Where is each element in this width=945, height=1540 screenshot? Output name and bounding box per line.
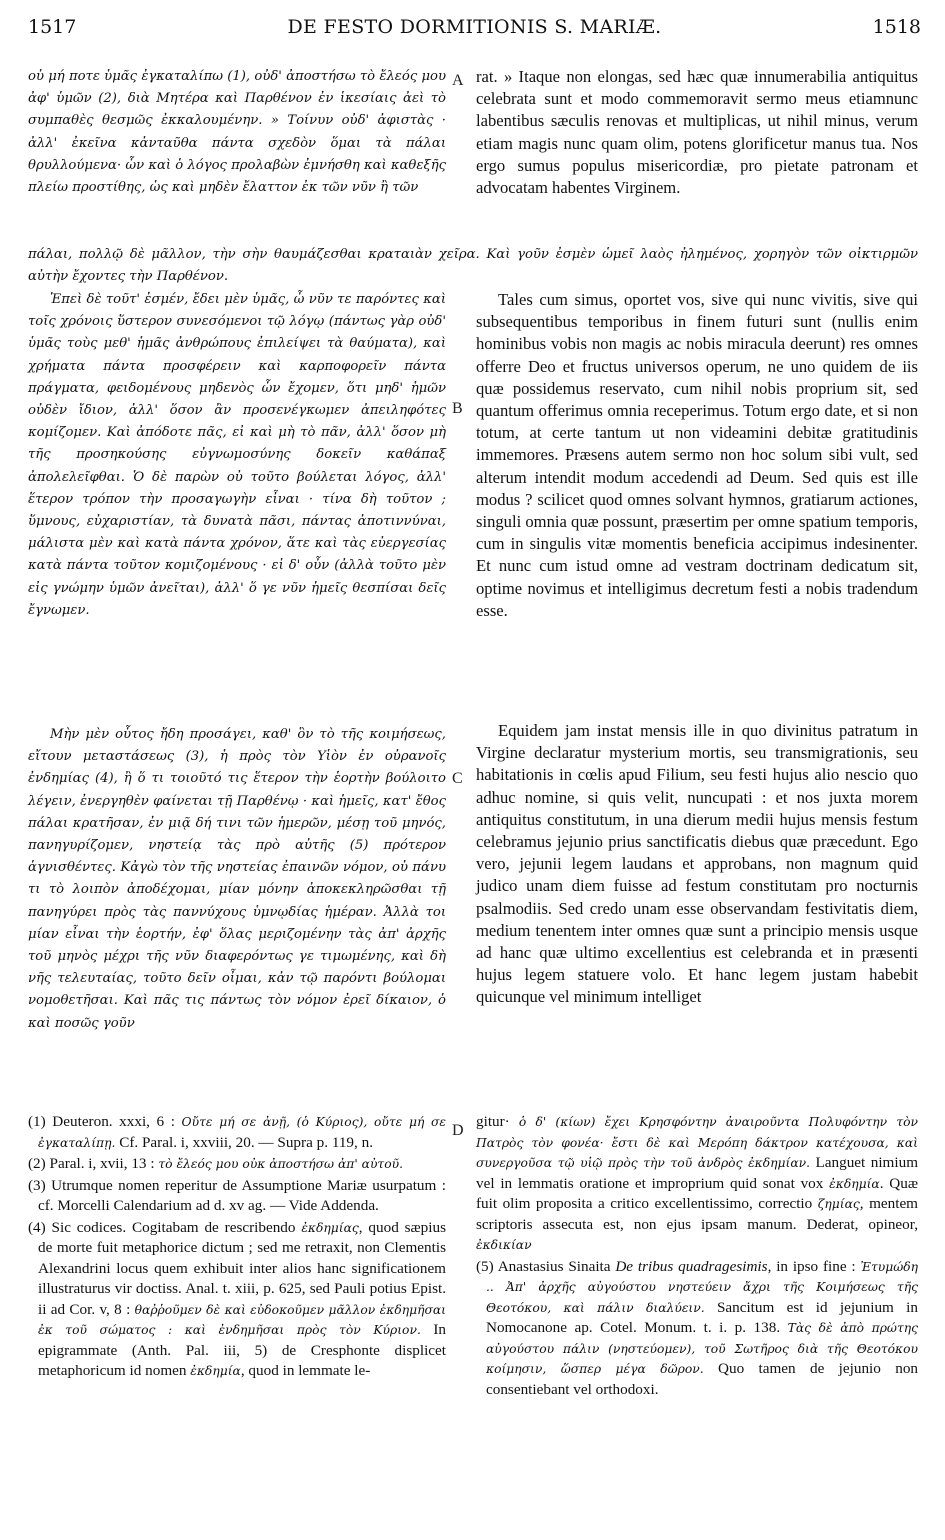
footnote-2: (2) Paral. i, xvii, 13 : τὸ ἔλεός μου οὐκ ἀποστήσω ἀπ' αὐτοῦ. bbox=[28, 1155, 404, 1172]
footnote-3: (3) Utrumque nomen reperitur de Assumptione Mariæ usurpatum : cf. Morcelli Calendarium ad d. xv ag. — Vide Addenda. bbox=[28, 1176, 446, 1214]
footnote-1: (1) Deuteron. xxxi, 6 : Οὔτε μή σε ἀνῇ, (ὁ Κύριος), οὔτε μή σε ἐγκαταλίπῃ. Cf. Paral. i, xxviii, 20. — Supra p. 119, n. bbox=[28, 1113, 447, 1151]
latin-paragraph-top: rat. » Itaque non elongas, sed hæc quæ innumerabilia antiquitus celebrata sunt et modo commemoravit sermo meus etiamnunc labentibus sæculis renovas et multiplicas, ut nihil minus, verum etiam magis nunc quam olim, potens glorificetur manus tua. Nos ergo sumus populus misericordiæ, pro pietate patronam et advocatam habentes Virginem. bbox=[476, 67, 918, 198]
running-title: DE FESTO DORMITIONIS S. MARIÆ. bbox=[287, 16, 662, 38]
footnotes-right bbox=[476, 1112, 918, 1401]
margin-letter-a: A bbox=[452, 72, 464, 89]
greek-spanning-line: πάλαι, πολλῷ δὲ μᾶλλον, τὴν σὴν θαυμάζεσθαι κραταιὰν χεῖρα. Καὶ γοῦν ἐσμὲν ὡμεῖ λαὸς ἠλημένος, χορηγὸν τῶν οἰκτιρμῶν αὐτὴν ἔχοντες τὴν Παρθένον. bbox=[28, 247, 918, 285]
margin-letter-c: C bbox=[452, 770, 463, 787]
margin-letter-d: D bbox=[452, 1122, 464, 1139]
greek-paragraph-low: Μὴν μὲν οὗτος ἤδη προσάγει, καθ' ὃν τὸ τῆς κοιμήσεως, εἴτουν μεταστάσεως (3), ἡ πρὸς τὸν Υἱὸν ἐν οὐρανοῖς ἐνδημίας (4), ἢ ὅ τι τοιοῦτό τις ἕτερον τὴν ἑορτὴν βούλοιτο λέγειν, ἐνεργηθὲν φαίνεται τῇ Παρθένῳ · καὶ ἡμεῖς, κατ' ἔθος πάλαι κρατῆσαν, ἐν μιᾷ δή τινι τῶν ἡμερῶν, μέσῃ τοῦ μηνός, πανηγυρίζομεν, νηστείᾳ τὰς πρὸ αὐτῆς (5) πρότερον ἁγνισθέντες. Κἀγὼ τὸν τῆς νηστείας ἐπαινῶν νόμον, οὐ πάνυ τι τὸ λοιπὸν ἀποδέχομαι, μίαν μόνην ἀποκεκληρῶσθαι τῇ πανηγύρει πρὸς τὰς παννύχους ὑμνῳδίας ἡμέραν. Ἀλλὰ τοι μίαν εἶναι τὴν ἑορτήν, ἐφ' ὅλας μεριζομένην τὰς ἀπ' ἀρχῆς τοῦ μηνὸς μέχρι τῆς νῦν διαφερόντως γε τιμωμένης, καὶ δὴ νῆς τελευταίας, τοῦτο δεῖν οἶμαι, κἀν τῷ παρόντι βούλομαι νομοθετῆσαι. Καὶ πᾶς τις πάντως τὸν νόμον ἐρεῖ δίκαιον, ὁ καὶ ποσῶς γοῦν bbox=[28, 727, 446, 1031]
margin-letter-b: B bbox=[452, 400, 463, 417]
running-header bbox=[28, 16, 921, 46]
page-number-left: 1517 bbox=[28, 16, 77, 38]
greek-paragraph-top: οὐ μή ποτε ὑμᾶς ἐγκαταλίπω (1), οὐδ' ἀποστήσω τὸ ἔλεός μου ἀφ' ὑμῶν (2), διὰ Μητέρα καὶ Παρθένον ἐν ἱκεσίαις ἀεὶ τὸ συμπαθὲς θεσμῶς ἐκκαλουμένην. » Τοίνυν οὐδ' ἀφιστὰς · ἀλλ' ἐκεῖνα κἀνταῦθα πάντα σχεδὸν ὅμαι τὰ πάλαι θρυλλούμενα· ὧν καὶ ὁ λόγος προλαβὼν ἐμνήσθη καὶ καθεξῆς πλείω προστίθης, ὡς καὶ μηδὲν ἔλαττον ἐκ τῶν νῦν ἢ τῶν bbox=[28, 69, 446, 196]
page-number-right: 1518 bbox=[872, 16, 921, 38]
footnote-5: (5) Anastasius Sinaita De tribus quadragesimis, in ipso fine : Ἐτυμώδη .. Ἀπ' ἀρχῆς αὐγούστου νηστεύειν ἄχρι τῆς Κοιμήσεως τῆς Θεοτόκου, καὶ πάλιν διαλύειν. Sancitum est id jejunium in Nomocanone ap. Cotel. Monum. t. i. p. 138. Τὰς δὲ ἀπὸ πρώτης αὐγούστου πάλιν (νηστεύομεν), τοῦ Σωτῆρος διὰ τῆς Θεοτόκου κοίμησιν, ὥσπερ μέγα δῶρον. Quo tamen de jejunio non consentiebant vel orthodoxi. bbox=[476, 1257, 919, 1398]
latin-paragraph-low: Equidem jam instat mensis ille in quo divinitus patratum in Virgine declaratur mysterium mortis, seu transmigrationis, seu habitationis in cœlis apud Filium, seu festi hujus alio nescio quo adhuc nomine, si quis velit, nuncupati : et nos juxta morem antiquitus constitutum, in una dierum medii hujus mensis festum celebramus jejunio prius sanctificatis diebus quæ præcedunt. Ego vero, jejunii legem laudans et approbans, non magnum quid judico unam diem fuisse ad festum constitutam pro nocturnis psalmodiis. Sed credo unam esse observandam festivitatis diem, medium tenentem inter omnes quæ sunt a principio mensis usque ad hanc quæ ultimo excellentius est celebranda et in præsenti hujus legem statuere volo. Et hanc legem justam habebit quicunque vel minimum intelliget bbox=[476, 721, 918, 1007]
latin-paragraph-mid: Tales cum simus, oportet vos, sive qui nunc vivitis, sive qui subsequentibus temporibus in finem futuri sunt (nullis enim hominibus vobis non magis ac nobis miracula deerunt) res omnes offerre Deo et fructus universos operum, ne uno quidem de iis quæ possidemus reservato, cum nihil nobis proprium sit, sed quantum offerimus omnia receperimus. Totum ergo date, et si non totum, at certe tantum ut non videamini debitæ gratitudinis immemores. Præsens autem sermo non hoc solum sibi vult, sed alterum intendit modum accedendi ad Deum. Sed quis est ille modus ? scilicet quod omnes solvant hymnos, gratiarum actiones, singuli omnia quæ possunt, præsertim per omne spatium temporis, cum in singulis vitæ momentis beneficia accipimus indesinenter. Et nunc cum istud omne ad vestram doctrinam dedicatum sit, optime novimus et intelligimus decretum festi a nobis tradendum esse. bbox=[476, 290, 918, 620]
footnote-4: (4) Sic codices. Cogitabam de rescribendo ἐκδημίας, quod sæpius de morte fuit metaphorice dictum ; sed me retraxit, non Clementis Alexandrini locus quem exhibuit inter alios hanc significationem illustraturus vir doctiss. Anal. t. xiii, p. 625, sed Pauli potius Epist. ii ad Cor. v, 8 : θαῤῥοῦμεν δὲ καὶ εὐδοκοῦμεν μᾶλλον ἐκδημῆσαι ἐκ τοῦ σώματος : καὶ ἐνδημῆσαι πρὸς τὸν Κύριον. In epigrammate (Anth. Pal. iii, 5) de Cresphonte displicet metaphoricum id nomen ἐκδημία, quod in lemmate le- bbox=[28, 1218, 447, 1379]
footnotes-left bbox=[28, 1112, 446, 1383]
greek-paragraph-mid: Ἐπεὶ δὲ τοῦτ' ἐσμέν, ἔδει μὲν ὑμᾶς, ὦ νῦν τε παρόντες καὶ τοῖς χρόνοις ὕστερον συνεσόμενοι τῷ λόγῳ (πάντως γὰρ οὐδ' ὑμᾶς τοὺς μεθ' ἡμᾶς ἀνθρώπους ἐπιλείψει τὰ θαύματα), καὶ χρήματα πάντα προσφέρειν καὶ καρποφορεῖν πάντα πράγματα, φειδομένους μηδενὸς ὧν ἔχομεν, ὅτι μηδ' ἡμῶν οὐδὲν ἴδιον, ἀλλ' ὅσον ἂν προσενέγκωμεν ἀπειληφότες κομίζομεν. Καὶ ἀπόδοτε πᾶς, εἰ καὶ μὴ τὸ πᾶν, ἀλλ' ὅσον μὴ τῆς προσηκούσης εὐγνωμοσύνης δοκεῖν καθάπαξ ἀπολελεῖφθαι. Ὁ δὲ παρὼν οὐ τοῦτο βούλεται λόγος, ἀλλ' ἕτερον τρόπον τὴν προσαγωγὴν εἶναι · τίνα δὴ τοῦτον ; ὕμνους, εὐχαριστίαν, τὰ δυνατὰ πᾶσι, πάντας ἀποτιννύναι, μάλιστα μὲν καὶ κατὰ πάντα χρόνον, ἅτε καὶ τὰς εὐεργεσίας κατὰ πάντα τοῦτον κομιζομένους · εἰ δ' οὖν (ἀλλὰ τοῦτο μὲν εἰς γνώμην ὑμῶν ἀνεῖται), ἀλλ' ὅ γε νῦν ἡμεῖς θεσπίσαι δεῖς ἔγνωμεν. bbox=[28, 292, 446, 618]
footnote-4-continued: gitur· ὁ δ' (κίων) ἔχει Κρησφόντην ἀναιροῦντα Πολυφόντην τὸν Πατρὸς τὸν φονέα· ἔστι δὲ καὶ Μερόπη δάκτρον κατέχουσα, καὶ συνεργοῦσα τῷ υἱῷ πρὸς τὴν τοῦ ἀνδρὸς ἐκδημίαν. Languet nimium vel in lemmatis oratione et improprium quid sonat vox ἐκδημία. Quæ fuit olim proposita a critico excellentissimo, correctio ζημίας, mentem scriptoris assecuta est, non ejus ipsam manum. Dederat, opineor, ἐκδικίαν bbox=[476, 1113, 919, 1252]
